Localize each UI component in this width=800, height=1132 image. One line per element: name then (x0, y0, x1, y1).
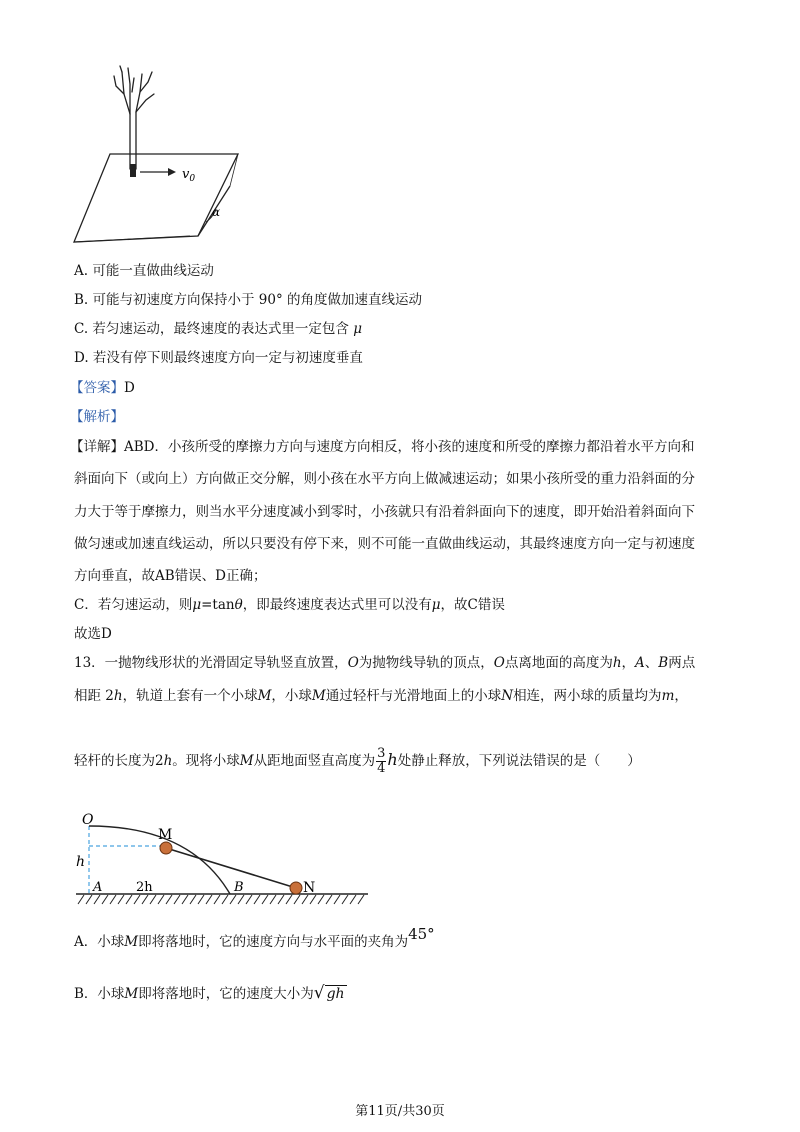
detail-line-4: 做匀速或加速直线运动，所以只要没有停下来，则不可能一直做曲线运动，其最终速度方向一定与初速度 (74, 536, 695, 552)
fraction-three-quarters: $\frac{3}{4}$ (377, 746, 386, 776)
svg-text:B: B (234, 880, 244, 895)
option-d: D. 若没有停下则最终速度方向一定与初速度垂直 (74, 350, 363, 366)
q13-line-3: 轻杆的长度为2h。现将小球M从距地面竖直高度为 $\frac{3}{4}$ h处静止释放，下列说法错误的是（ ） (74, 746, 641, 776)
option-c: C. 若匀速运动，最终速度的表达式里一定包含 μ (74, 321, 363, 337)
svg-text:M: M (158, 827, 173, 843)
q13-line-1: 13．一抛物线形状的光滑固定导轨竖直放置，O为抛物线导轨的顶点，O点离地面的高度为h，A、B两点 (74, 655, 696, 671)
analysis-tag: 【解析】 (70, 409, 124, 425)
detail-line-2: 斜面向下（或向上）方向做正交分解，则小孩在水平方向上做减速运动；如果小孩所受的重力沿斜面的分 (74, 471, 695, 487)
sqrt-gh: √ gh (313, 983, 345, 1003)
q13-option-b: B．小球M即将落地时，它的速度大小为√ gh (74, 983, 345, 1003)
q13-option-a: A．小球M即将落地时，它的速度方向与水平面的夹角为45° (74, 925, 435, 950)
incline-tree-figure (70, 64, 250, 246)
page-footer: 第11页/共30页 (355, 1104, 445, 1119)
detail-line-3: 力大于等于摩擦力，则当水平分速度减小到零时，小孩就只有沿着斜面向下的速度，即开始沿着斜面向下 (74, 504, 695, 520)
svg-text:N: N (303, 880, 316, 896)
detail-line-1: 【详解】ABD．小孩所受的摩擦力方向与速度方向相反，将小孩的速度和所受的摩擦力都沿着水平方向和 (70, 439, 695, 455)
svg-text:v0: $v_0$ (182, 167, 196, 184)
svg-text:2h: 2h (136, 880, 153, 895)
answer-line: 【答案】D (70, 380, 135, 396)
svg-text:α: α (212, 205, 221, 219)
option-a: A. 可能一直做曲线运动 (74, 263, 214, 279)
svg-text:h: h (76, 854, 86, 870)
q13-line-2: 相距 2h，轨道上套有一个小球M，小球M通过轻杆与光滑地面上的小球N相连，两小球的质量均为m， (74, 688, 688, 704)
option-b: B. 可能与初速度方向保持小于 90° 的角度做加速直线运动 (74, 292, 423, 308)
svg-text:A: A (93, 880, 103, 895)
parabola-track-figure (70, 806, 375, 910)
detail-line-5: 方向垂直，故AB错误、D正确； (74, 568, 267, 584)
choose-line: 故选D (74, 626, 112, 642)
svg-text:O: O (82, 812, 94, 828)
detail-line-c: C．若匀速运动，则μ=tanθ，即最终速度表达式里可以没有μ，故C错误 (74, 597, 505, 613)
